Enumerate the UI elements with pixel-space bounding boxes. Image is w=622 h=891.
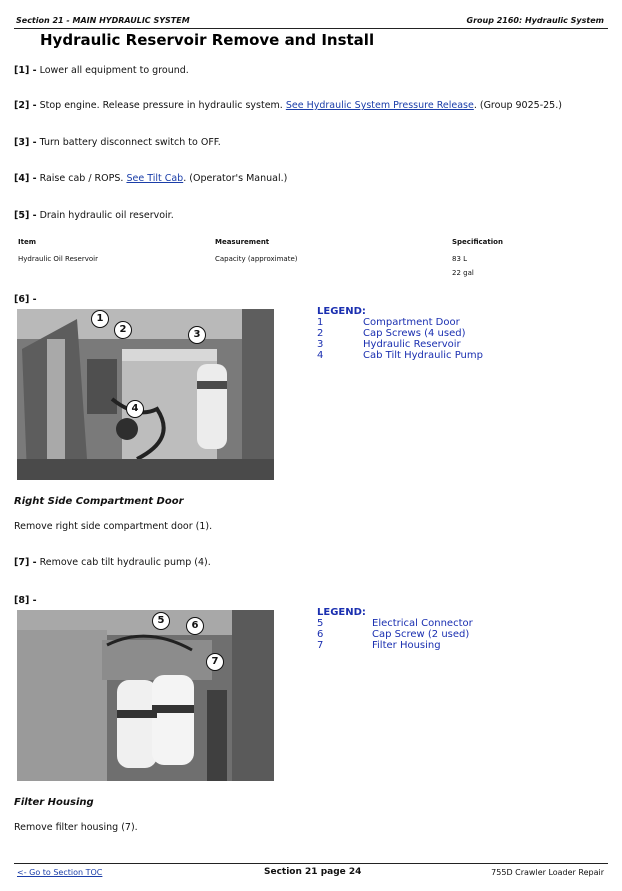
step-number: [1] - <box>14 65 37 76</box>
figure-1-instruction: Remove right side compartment door (1). <box>14 521 213 532</box>
step-number: [2] - <box>14 100 37 111</box>
pressure-release-link[interactable]: See Hydraulic System Pressure Release <box>285 100 474 111</box>
step-text: Drain hydraulic oil reservoir. <box>39 210 174 221</box>
table-header-specification: Specification <box>452 238 503 246</box>
page-title: Hydraulic Reservoir Remove and Install <box>40 31 375 49</box>
legend-1 <box>317 306 483 361</box>
figure-1-caption: Right Side Compartment Door <box>14 496 184 507</box>
reservoir-photo-drawing <box>17 309 274 480</box>
callout-3: 3 <box>188 326 206 344</box>
filter-photo-drawing <box>17 610 274 781</box>
table-cell-measurement: Capacity (approximate) <box>215 255 298 263</box>
step-6 <box>14 294 37 305</box>
legend-label: Electrical Connector <box>372 618 473 629</box>
step-number: [4] - <box>14 173 37 184</box>
table-cell-item: Hydraulic Oil Reservoir <box>18 255 98 263</box>
legend-num: 3 <box>317 339 324 350</box>
step-text: Lower all equipment to ground. <box>39 65 189 76</box>
step-text: Remove cab tilt hydraulic pump (4). <box>39 557 211 568</box>
reservoir-compartment-photo <box>17 309 274 480</box>
legend-item <box>317 339 483 350</box>
step-7 <box>14 557 211 568</box>
callout-2: 2 <box>114 321 132 339</box>
legend-num: 6 <box>317 629 324 640</box>
legend-label: Hydraulic Reservoir <box>363 339 461 350</box>
table-header-measurement: Measurement <box>215 238 270 246</box>
filter-housing-photo <box>17 610 274 781</box>
callout-6: 6 <box>186 617 204 635</box>
legend-label: Compartment Door <box>363 317 460 328</box>
step-4 <box>14 173 287 184</box>
legend-item <box>317 317 483 328</box>
callout-7: 7 <box>206 653 224 671</box>
step-number: [7] - <box>14 557 37 568</box>
section-header: Section 21 - MAIN HYDRAULIC SYSTEM <box>16 16 190 25</box>
document-title: 755D Crawler Loader Repair <box>491 868 604 877</box>
page-number: Section 21 page 24 <box>264 867 362 877</box>
legend-title: LEGEND: <box>317 306 366 317</box>
legend-num: 2 <box>317 328 324 339</box>
header-divider <box>14 28 608 29</box>
legend-2 <box>317 607 473 651</box>
legend-num: 4 <box>317 350 324 361</box>
step-5 <box>14 210 174 221</box>
figure-2-caption: Filter Housing <box>14 797 94 808</box>
step-1 <box>14 65 189 76</box>
legend-title: LEGEND: <box>317 607 366 618</box>
tilt-cab-link[interactable]: See Tilt Cab <box>126 173 184 184</box>
legend-label: Filter Housing <box>372 640 441 651</box>
table-header-item: Item <box>18 238 36 246</box>
callout-1: 1 <box>91 310 109 328</box>
legend-label: Cap Screws (4 used) <box>363 328 466 339</box>
legend-item <box>317 629 473 640</box>
legend-num: 5 <box>317 618 324 629</box>
step-text: Turn battery disconnect switch to OFF. <box>39 137 221 148</box>
legend-label: Cab Tilt Hydraulic Pump <box>363 350 483 361</box>
figure-2-instruction: Remove filter housing (7). <box>14 822 138 833</box>
step-number: [8] - <box>14 595 37 606</box>
step-number: [6] - <box>14 294 37 305</box>
legend-item <box>317 350 483 361</box>
footer-divider <box>14 863 608 864</box>
step-number: [5] - <box>14 210 37 221</box>
callout-4: 4 <box>126 400 144 418</box>
section-toc-link[interactable]: <- Go to Section TOC <box>17 868 103 877</box>
step-2 <box>14 100 562 111</box>
step-number: [3] - <box>14 137 37 148</box>
step-text-after: . (Operator's Manual.) <box>183 173 288 184</box>
legend-label: Cap Screw (2 used) <box>372 629 470 640</box>
step-text: Stop engine. Release pressure in hydraulic system. <box>39 100 283 111</box>
step-text-after: . (Group 9025-25.) <box>473 100 562 111</box>
step-text: Raise cab / ROPS. <box>39 173 124 184</box>
legend-num: 1 <box>317 317 324 328</box>
group-header: Group 2160: Hydraulic System <box>466 16 604 25</box>
step-8 <box>14 595 37 606</box>
legend-item <box>317 640 473 651</box>
legend-item <box>317 618 473 629</box>
table-cell-spec-metric: 83 L <box>452 255 468 263</box>
table-cell-spec-imperial: 22 gal <box>452 269 474 277</box>
callout-5: 5 <box>152 612 170 630</box>
legend-num: 7 <box>317 640 324 651</box>
legend-item <box>317 328 483 339</box>
step-3 <box>14 137 221 148</box>
